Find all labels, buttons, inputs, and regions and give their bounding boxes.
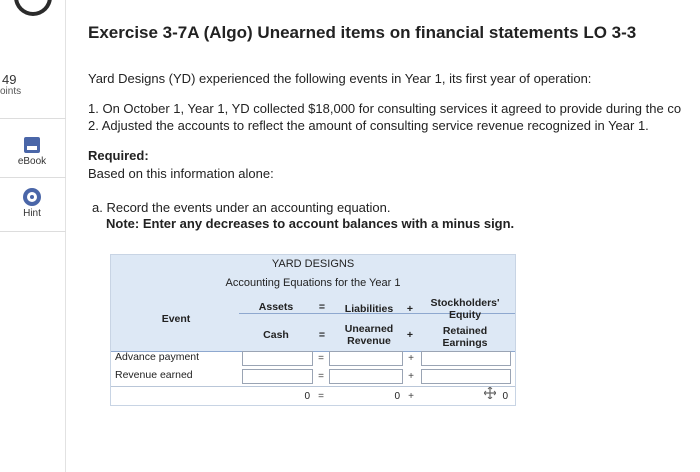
equity-header-line: Stockholders' [430,297,500,309]
equals-sign: = [318,371,324,382]
equity-header-line: Equity [448,309,482,321]
plus-sign: + [408,353,414,364]
plus-sign: + [408,371,414,382]
logo-icon [14,0,52,16]
points-label: oints [0,86,22,97]
equals-header: = [318,329,326,341]
event-item: 1. On October 1, Year 1, YD collected $18,000 for consulting services it agreed to provide during the co [88,101,682,116]
unearned-revenue-input[interactable] [329,369,403,384]
table-company: YARD DESIGNS [271,258,355,270]
retained-earnings-input[interactable] [421,351,511,366]
plus-header: + [406,329,414,341]
retained-earnings-total: 0 [502,391,508,402]
points-value: 49 [2,72,17,87]
move-cursor-icon [484,387,496,399]
liabilities-header: Liabilities [344,303,394,315]
ebook-button[interactable]: eBook [17,156,47,167]
note-text: Note: Enter any decreases to account balances with a minus sign. [106,216,515,231]
hint-button[interactable]: Hint [23,208,41,219]
plus-sign: + [408,391,414,402]
retained-header-line: Earnings [442,337,488,349]
cash-total: 0 [304,391,310,402]
event-item: 2. Adjusted the accounts to reflect the amount of consulting service revenue recognized in Year 1. [88,118,649,133]
cash-input[interactable] [242,351,313,366]
rail-divider [0,177,66,178]
equity-header [425,297,505,321]
retained-earnings-input[interactable] [421,369,511,384]
rail-divider [0,231,66,232]
cash-input[interactable] [242,369,313,384]
unearned-header-line: Revenue [347,335,391,347]
page-title: Exercise 3-7A (Algo) Unearned items on financial statements LO 3-3 [88,23,637,42]
unearned-revenue-input[interactable] [329,351,403,366]
required-heading: Required: [88,148,149,163]
totals-divider [111,386,515,387]
unearned-revenue-total: 0 [394,391,400,402]
equals-sign: = [318,353,324,364]
ebook-icon[interactable] [24,137,40,153]
row-label-revenue-earned: Revenue earned [115,369,193,381]
table-subtitle: Accounting Equations for the Year 1 [225,277,401,289]
retained-earnings-header [425,325,505,349]
cash-header: Cash [263,329,289,341]
part-a-instruction: a. Record the events under an accounting equation. [92,200,391,215]
event-header: Event [161,313,191,325]
assets-header: Assets [258,301,294,313]
retained-header-line: Retained [442,325,488,337]
unearned-header-line: Unearned [344,323,394,335]
accounting-equation-table [110,254,516,406]
unearned-revenue-header [337,323,401,347]
equals-header: = [318,301,326,313]
left-rail [0,0,66,472]
equals-sign: = [318,391,324,402]
based-on-text: Based on this information alone: [88,166,274,181]
intro-text: Yard Designs (YD) experienced the following events in Year 1, its first year of operation: [88,71,592,86]
event-list [88,100,681,134]
row-label-advance-payment: Advance payment [115,351,200,363]
plus-header: + [406,303,414,315]
rail-divider [0,118,66,119]
hint-icon[interactable] [23,188,41,206]
